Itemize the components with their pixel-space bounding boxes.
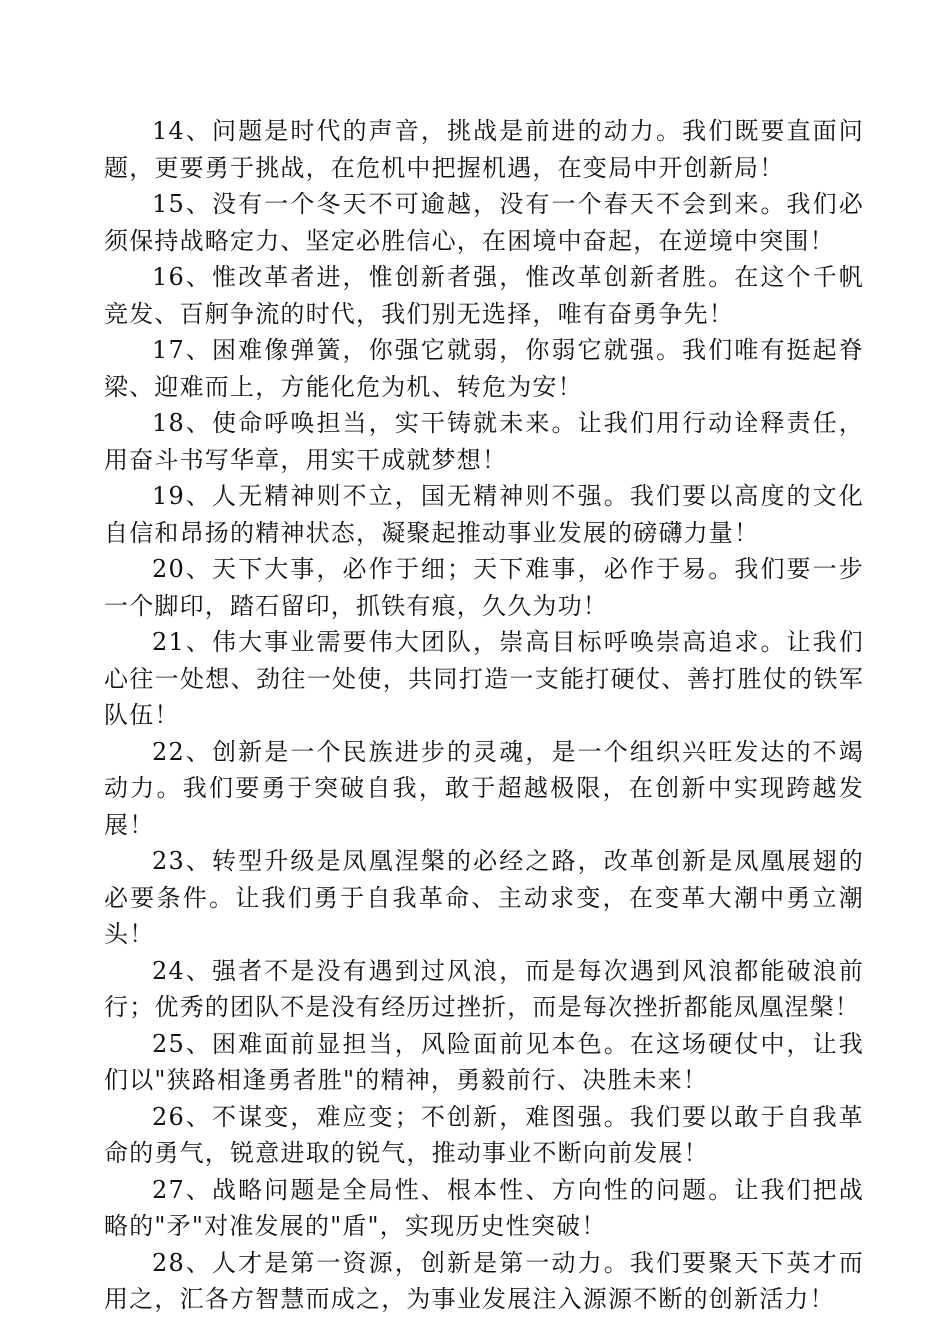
- paragraph-26: 26、不谋变，难应变；不创新，难图强。我们要以敢于自我革命的勇气，锐意进取的锐气，推动事业不断向前发展！: [104, 1102, 864, 1167]
- document-body: [104, 113, 864, 1318]
- paragraph-21: 21、伟大事业需要伟大团队，崇高目标呼唤崇高追求。让我们心往一处想、劲往一处使，共同打造一支能打硬仗、善打胜仗的铁军队伍！: [104, 628, 864, 729]
- paragraph-17: 17、困难像弹簧，你强它就弱，你弱它就强。我们唯有挺起脊梁、迎难而上，方能化危为机、转危为安！: [104, 336, 864, 401]
- paragraph-19: 19、人无精神则不立，国无精神则不强。我们要以高度的文化自信和昂扬的精神状态，凝聚起推动事业发展的磅礴力量！: [104, 482, 864, 547]
- paragraph-23: 23、转型升级是凤凰涅槃的必经之路，改革创新是凤凰展翅的必要条件。让我们勇于自我革命、主动求变，在变革大潮中勇立潮头！: [104, 847, 864, 948]
- paragraph-15: 15、没有一个冬天不可逾越，没有一个春天不会到来。我们必须保持战略定力、坚定必胜信心，在困境中奋起，在逆境中突围！: [104, 190, 864, 255]
- paragraph-14: 14、问题是时代的声音，挑战是前进的动力。我们既要直面问题，更要勇于挑战，在危机中把握机遇，在变局中开创新局！: [104, 117, 864, 182]
- paragraph-16: 16、惟改革者进，惟创新者强，惟改革创新者胜。在这个千帆竞发、百舸争流的时代，我们别无选择，唯有奋勇争先！: [104, 263, 864, 328]
- paragraph-22: 22、创新是一个民族进步的灵魂，是一个组织兴旺发达的不竭动力。我们要勇于突破自我，敢于超越极限，在创新中实现跨越发展！: [104, 737, 864, 839]
- paragraph-27: 27、战略问题是全局性、根本性、方向性的问题。让我们把战略的"矛"对准发展的"盾"，实现历史性突破！: [104, 1175, 864, 1240]
- paragraph-24: 24、强者不是没有遇到过风浪，而是每次遇到风浪都能破浪前行；优秀的团队不是没有经历过挫折，而是每次挫折都能凤凰涅槃！: [104, 956, 864, 1021]
- paragraph-20: 20、天下大事，必作于细；天下难事，必作于易。我们要一步一个脚印，踏石留印，抓铁有痕，久久为功！: [104, 555, 864, 620]
- paragraph-25: 25、困难面前显担当，风险面前见本色。在这场硬仗中，让我们以"狭路相逢勇者胜"的精神，勇毅前行、决胜未来！: [104, 1029, 864, 1094]
- paragraph-18: 18、使命呼唤担当，实干铸就未来。让我们用行动诠释责任，用奋斗书写华章，用实干成就梦想！: [104, 409, 864, 474]
- paragraph-28: 28、人才是第一资源，创新是第一动力。我们要聚天下英才而用之，汇各方智慧而成之，为事业发展注入源源不断的创新活力！: [104, 1248, 864, 1313]
